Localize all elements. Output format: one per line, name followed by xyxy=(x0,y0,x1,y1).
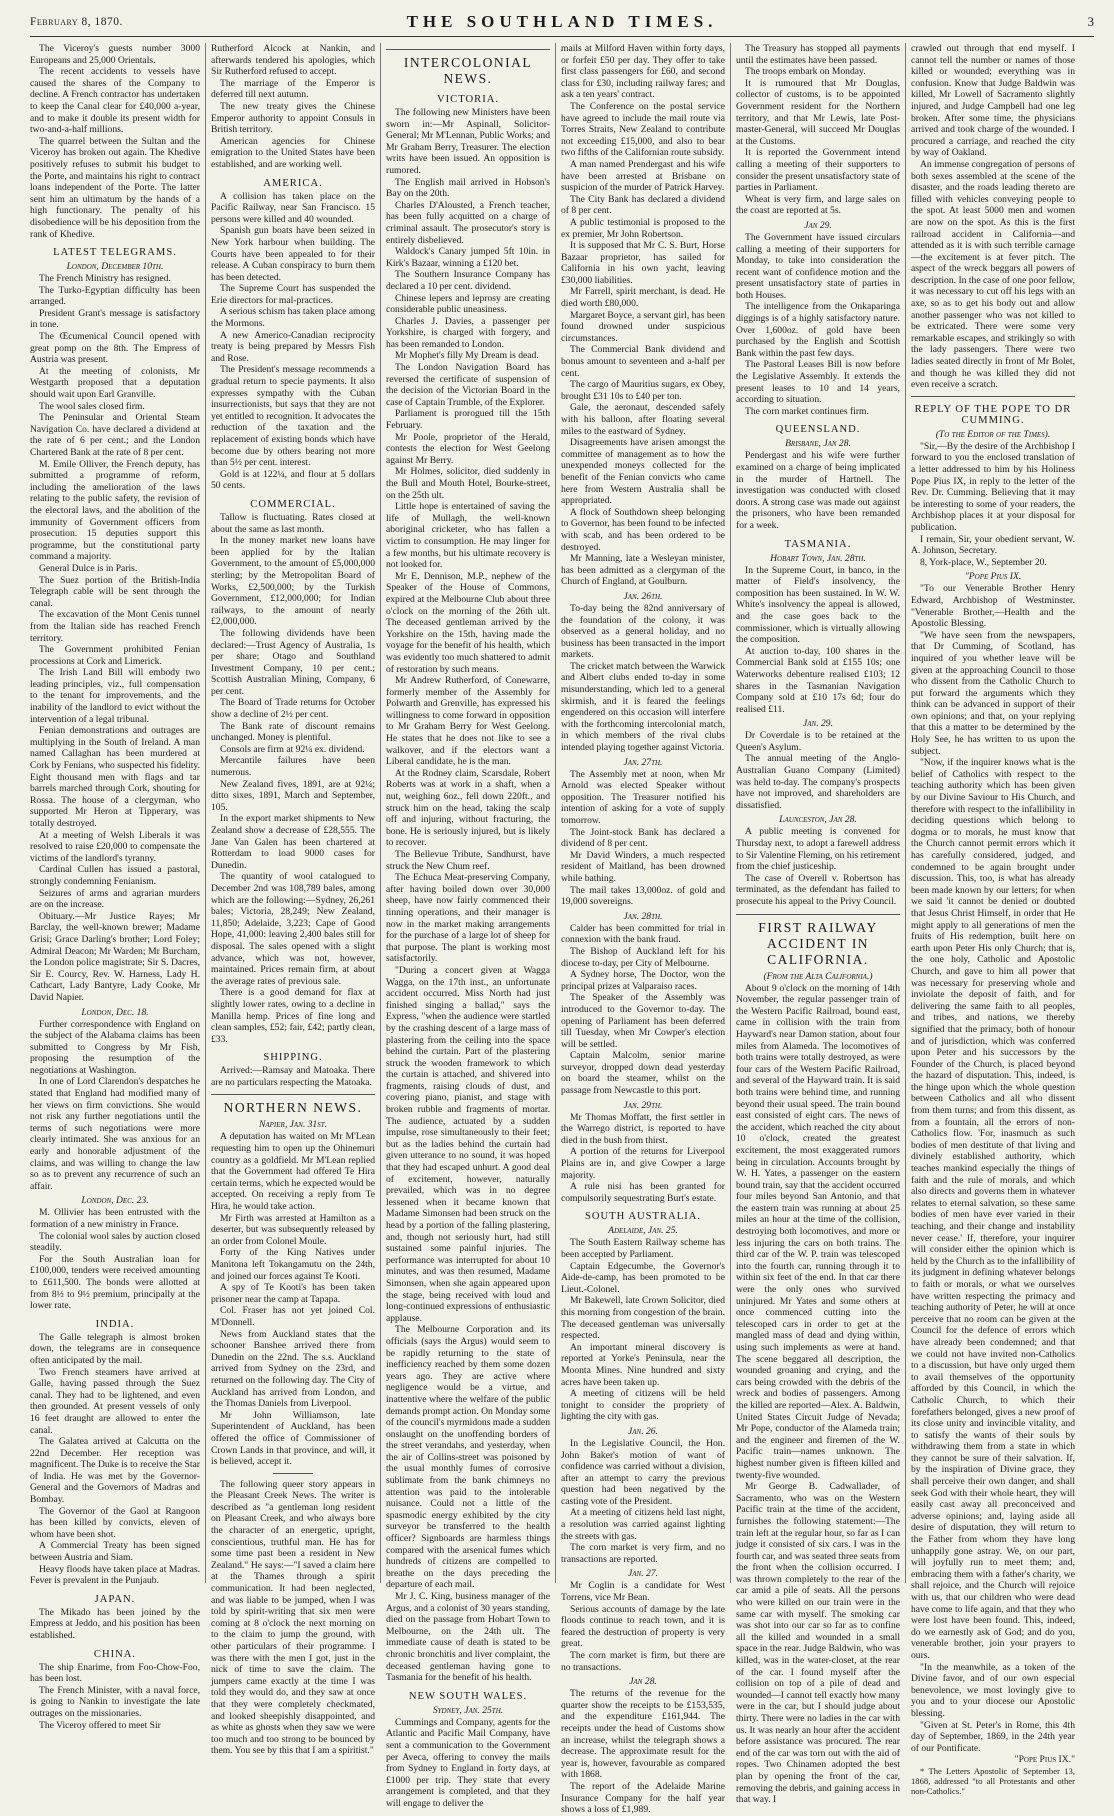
article-paragraph: There is a good demand for flax at slightly lower rates, owing to a decline in Manilla hemp. Prices of fine long and clean samples, £52; fair, £42; partly clean, £33. xyxy=(211,987,375,1045)
masthead xyxy=(30,8,1094,37)
article-paragraph: "Given at St. Peter's in Rome, this 4th day of September, 1869, in the 24th year of our Pontificate. xyxy=(911,1719,1075,1754)
article-paragraph: In the Supreme Court, in banco, in the matter of Field's insolvency, the composition has been sustained. In W. W. White's insolvency the appeal is allowed, and the case goes back to the commissioner, which is virtually allowing the composition. xyxy=(736,564,900,646)
article-paragraph: The ship Enarime, from Foo-Chow-Foo, has been lost. xyxy=(30,1661,200,1685)
article-paragraph: "Now, if the inquirer knows what is the belief of Catholics with respect to the teaching authority which has been given by our Divine Saviour to His Church, and therefore with respect to the infallibility in deciding questions which belong to dogma or to morals, he must know that the Church cannot permit errors which it has carefully considered, judged, and condemned to be again brought under discussion. This, too, is what has already been made known by our letters; for when we said 'it cannot be denied or doubted that Jesus Christ Himself, in order that He might apply to all generations of men the fruits of His redemption, built here on earth upon Peter His only Church; that is, the one holy, Catholic and Apostolic Church, and gave to him all power that was necessary for preserving whole and inviolate the deposit of faith, and for delivering the same faith to all peoples, and tribes, and nations, we thereby signified that the primacy, both of honour and of jurisdiction, which was conferred upon Peter and his successors by the Founder of the Church, is placed beyond the hazard of disputation. This, indeed, is the hinge upon which the whole question between Catholics and all who dissent from them turns; and from this dissent, as from a fountain, all the errors of non-Catholics flow. 'For, inasmuch as such bodies of men destitute of that living and divinely established authority, which teaches mankind especially the things of faith and the rule of morals, and which also directs and governs them in whatever relates to eternal salvation, so these same bodies of men have ever varied in their teaching, and their change and instability never cease.' If, therefore, your inquirer will consider either the opinion which is held by the Church as to the infallibility of its judgment in defining whatever belongs to faith or morals, or what we ourselves have written respecting the primacy and teaching authority of Peter, he will at once perceive that no room can be given at the Council for the defence of errors which have already been condemned; and that we could not have invited non-Catholics to a discussion, but have only urged them to avail themselves of the opportunity afforded by this Council, in which the Catholic Church, to which their forefathers belonged, gives a new proof of its close unity and invincible vitality, and to satisfy the wants of their souls by withdrawing them from a state in which they cannot be sure of their salvation. If, by the inspiration of Divine grace, they shall perceive their own danger, and shall seek God with their whole heart, they will easily cast away all preconceived and adverse opinions; and, laying aside all desire of disputation, they will return to the Father from whom they have long unhappily gone astray. We, on our part, will joyfully run to meet them; and, embracing them with a father's charity, we shall rejoice, and the Church will rejoice with us, that our children who were dead have come to life again, and that they who were lost have been found. This, indeed, do we earnestly ask of God; and do you, venerable brother, join your prayers to ours. xyxy=(911,757,1075,1661)
article-heading: QUEENSLAND. xyxy=(775,424,861,436)
article-paragraph: The Assembly met at noon, when Mr Arnold was elected Speaker without opposition. The Treasurer notified his intention of asking for a vote of supply tomorrow. xyxy=(561,768,725,826)
article-paragraph: The Galatea arrived at Calcutta on the 22nd December. Her reception was magnificent. The Duke is to receive the Star of India. He was met by the Governor-General and the Governors of Madras and Bombay. xyxy=(30,1436,200,1506)
column-6 xyxy=(905,43,1080,1796)
article-paragraph: The Melbourne Corporation and its officials (says the Argus) would seem to be rapidly returning to the state of inefficiency reached by them some dozen years ago. They are active where negligence would be a virtue, and inattentive where the welfare of the public demands prompt action. On Monday some of the council's myrmidons made a sudden onslaught on the unoffending borders of the street verandahs, and yesterday, when the air of Collins-street was poisoned by the usual monthly fumes of corrosive sublimate from the bank chimneys no attention was paid to the intolerable nuisance. Could not a little of the spasmodic energy exhibited by the city surveyor be transferred to the health officer? Signboards are harmless things compared with the arsenical fumes which hundreds of citizens are compelled to breathe on the days preceding the departure of each mail. xyxy=(386,1324,550,1591)
article-paragraph: Mr Mophet's filly My Dream is dead. xyxy=(395,350,539,362)
article-paragraph: The French Minister, with a naval force, is going to Nankin to investigate the late outrages on the missionaries. xyxy=(30,1684,200,1719)
article-paragraph: Mr Bakewell, late Crown Solicitor, died this morning from congestion of the brain. The deceased gentleman was universally respected. xyxy=(561,1295,725,1342)
article-paragraph: The report of the Adelaide Marine Insurance Company for the half year shows a loss of £1,989. xyxy=(561,1780,725,1816)
article-paragraph: "Pope Pius IX." xyxy=(1014,1754,1075,1766)
article-paragraph: The Southern Insurance Company has declared a 10 per cent. dividend. xyxy=(386,269,550,292)
dateline: Jan. 29. xyxy=(803,718,833,730)
article-paragraph: Mr Poole, proprietor of the Herald, contests the election for West Geelong against Mr Berry. xyxy=(386,431,550,466)
article-paragraph: A meeting of citizens will be held tonight to consider the propriety of lighting the city with gas. xyxy=(561,1388,725,1423)
article-paragraph: About 9 o'clock on the morning of 14th November, the regular passenger train of the Western Pacific Railroad, bound east, came in collision with the train from Hayward's near Damon station, about four miles from Alameda. The locomotives of both trains were totally destroyed, as were four cars of the Western Pacific Railroad, and several of the Hayward train. It is said both trains were behind time, and running beyond their usual speed. The train bound east consisted of eight cars. The news of the accident, which reached the city about 10 o'clock, created the greatest excitement, the most exaggerated rumors being in circulation. Accounts brought by W. H. Yates, a passenger on the eastern bound train, say that the accident occurred four miles beyond San Antonio, and that the eastern train was running at about 25 miles an hour at the time of the collision, destroying both locomotives, and more or less injuring the cars on both trains. The third car of the W. P. train was telescoped into the fourth car, running through it to within six feet of the end. In that car there were the only ones who survived uninjured. Mr Yates and some others at once commenced cutting into the telescoped cars in order to get at the mangled mass of dead and dying within, using such implements as were at hand. The scene beggared all description, the wounded groaning and crying, and the cars being crowded with the debris of the wreck and bodies of passengers. Among the killed are reported—Alex. A. Baldwin, United States Circuit Judge of Nevada; Mr Pope, conductor of the Alameda train; and the engineer and firemen of the W. Pacific train—names unknown. The highest number given is fifteen killed and twenty-five wounded. xyxy=(736,982,900,1481)
article-paragraph: The following queer story appears in the Pleasant Creek News. The writer is described as "a gentleman long resident on Pleasant Creek, and who always bore the character of an energetic, upright, conscientious, truthful man. He has for some time past been a resident in New Zealand." He says:—"I saved a claim here at the Thames through a spirit communication. It had been neglected, and was liable to be jumped, when I was told by spirit-writing that six men were coming at 8 o'clock the next morning on to the claim to jump the ground, with other particulars of their programme. I was there with the men I got, just in the nick of time to save the claim. The jumpers came exactly at the time I was told they would do, and they saw at once that they were completely checkmated, and looked sheepishly disappointed, and as white as ghosts when they saw we were too much and too strong to be bounced by them. You see by this that I am a spiritist." xyxy=(211,1478,375,1757)
article-paragraph: The City Bank has declared a dividend of 8 per cent. xyxy=(561,193,725,217)
article-heading: NEW SOUTH WALES. xyxy=(408,1690,528,1702)
column-5 xyxy=(730,43,905,1806)
article-paragraph: An immense congregation of persons of both sexes assembled at the scene of the disaster, and the roads leading thereto are filled with vehicles conveying people to the spot. At least 5000 men and women are now on the spot. As this is the first railroad accident in California—and attended as it is with such terrible carnage—the excitement is at fever pitch. The aspect of the wreck beggars all powers of description. In the case of one poor fellow, it was necessary to cut off his legs with an axe, so as to get his body out and allow another passenger who was not killed to be extricated. There were some very remarkable escapes, and strikingly so with the lady passengers. There were two ladies seated directly in front of Mr Bolet, and though he was killed they did not even receive a scratch. xyxy=(911,158,1075,391)
article-paragraph: Gold is at 122¼, and flour at 5 dollars 50 cents. xyxy=(211,468,375,492)
article-heading: INDIA. xyxy=(95,1318,135,1330)
article-paragraph: I remain, Sir, your obedient servant, W. A. Johnson, Secretary. xyxy=(911,533,1075,557)
article-paragraph: Rutherford Alcock at Nankin, and afterwards tendered his apologies, which Sir Rutherford refused to accept. xyxy=(211,43,375,78)
article-paragraph: Obituary.—Mr Justice Rayes; Mr Barclay, the well-known brewer; Madame Grisi; Grace Darling's brother; Lord Foley; Admiral Deacon; Mr Warden; Mr Burcham, the London police magistrate; Sir S. Dacres, Sir E. Courcy, Rev. W. Harness, Lady H. Cathcart, Lady Bantyre, Lady Cooke, Mr David Napier. xyxy=(30,910,200,1003)
article-paragraph: A public testimonial is proposed to the ex premier, Mr John Robertson. xyxy=(561,216,725,240)
article-paragraph: A public meeting is convened for Thursday next, to adopt a farewell address to Sir Valentine Fleming, on his retirement from the chief justiceship. xyxy=(736,826,900,873)
article-paragraph: The Speaker of the Assembly was introduced to the Governor to-day. The opening of Parliament has been deferred till Tuesday, when Mr Cowper's election will be settled. xyxy=(561,992,725,1050)
dateline: Jan. 28th. xyxy=(623,910,663,922)
newspaper-title: THE SOUTHLAND TIMES. xyxy=(406,12,718,31)
article-paragraph: The Suez portion of the British-India Telegraph cable will be sent through the canal. xyxy=(30,574,200,609)
article-paragraph: The Commercial Bank dividend and bonus amount to seventeen and a-half per cent. xyxy=(561,344,725,379)
article-paragraph: Serious accounts of damage by the late floods continue to reach town, and it is feared the destruction of property is very great. xyxy=(561,1603,725,1650)
dateline: Jan. 29th. xyxy=(623,1099,663,1111)
article-paragraph: The colonial wool sales by auction closed steadily. xyxy=(30,1230,200,1254)
article-paragraph: The Viceroy offered to meet Sir xyxy=(39,1719,161,1731)
article-paragraph: The intelligence from the Onkaparinga diggings is of a highly satisfactory nature. Over 1,600oz. of gold have been purchased by the English and Scottish Bank within the past few days. xyxy=(736,301,900,359)
article-paragraph: An important mineral discovery is reported at Yorke's Peninsula, near the Moonta Mines. Nine hundred and sixty acres have been taken up. xyxy=(561,1341,725,1388)
dateline: "Pope Pius IX. xyxy=(964,571,1022,583)
article-paragraph: News from Auckland states that the schooner Banshee arrived there from Dunedin on the 22nd. The s.s. Auckland arrived from Sydney on the 23rd, and returned on the following day. The City of Auckland has arrived from London, and the Thomas Daniels from Liverpool. xyxy=(211,1328,375,1410)
article-paragraph: Pendergast and his wife were further examined on a charge of being implicated in the murder of Hartnell. The investigation was conducted with closed doors. A strong case was made out against the prisoners, who have been remanded for a week. xyxy=(736,450,900,531)
article-paragraph: In the money market new loans have been applied for by the Italian Government, to the amount of £5,000,000 sterling; by the Metropolitan Board of Works, £2,500,000; by the Turkish Government, £12,000,000; for Indian railways, to the amount of nearly £2,000,000. xyxy=(211,535,375,628)
article-paragraph: The London Navigation Board has reversed the certificate of suspension of the decision of the Victorian Board in the case of Captain Trumble, of the Explorer. xyxy=(386,362,550,408)
article-paragraph: Arrived:—Ramsay and Matoaka. There are no particulars respecting the Matoaka. xyxy=(211,1065,375,1088)
article-paragraph: Charles D'Alousted, a French teacher, has been fully acquitted on a charge of criminal assault. The prosecutor's story is entirely disbelieved. xyxy=(386,199,550,246)
article-paragraph: A collision has taken place on the Pacific Railway, near San Francisco. 15 persons were killed and 40 wounded. xyxy=(211,190,375,225)
article-paragraph: Gale, the aeronaut, descended safely with his balloon, after floating several miles to the eastward of Sydney. xyxy=(561,402,725,437)
dateline: Jan. 27. xyxy=(628,1568,658,1580)
article-paragraph: Cardinal Cullen has issued a pastoral, strongly condemning Fenianism. xyxy=(30,864,200,887)
column-3 xyxy=(380,43,555,1809)
article-paragraph: The cargo of Mauritius sugars, ex Obey, brought £31 10s to £40 per ton. xyxy=(561,379,725,402)
article-columns xyxy=(30,43,1094,1816)
article-paragraph: The mail takes 13,000oz. of gold and 19,000 sovereigns. xyxy=(561,884,725,908)
article-paragraph: Little hope is entertained of saving the life of Mullagh, the well-known aboriginal cricketer, who has fallen a victim to consumption. He may linger for a few months, but his ultimate recovery is not looked for. xyxy=(386,501,550,571)
dateline: (To the Editor of the Times). xyxy=(935,428,1051,440)
article-paragraph: The Supreme Court has suspended the Erie directors for mal-practices. xyxy=(211,283,375,306)
column-2 xyxy=(205,43,380,1757)
article-paragraph: The troops embark on Monday. xyxy=(745,66,866,78)
article-paragraph: The English mail arrived in Hobson's Bay on the 20th. xyxy=(386,176,550,200)
article-paragraph: Mr Coglin is a candidate for West Torrens, vice Mr Bean. xyxy=(561,1580,725,1604)
article-paragraph: The following new Ministers have been sworn in:—Mr Aspinall, Solicitor-General; Mr M'Lennan, Public Works; and Mr Graham Berry, Treasurer. The election writs have been issued. An opposition is rumored. xyxy=(386,107,550,176)
dateline: Napier, Jan. 31st. xyxy=(258,1119,327,1131)
dateline: Launceston, Jan 28. xyxy=(779,814,857,826)
dateline: London, Dec. 18. xyxy=(81,1006,149,1018)
article-paragraph: The Bank rate of discount remains unchanged. Money is plentiful. xyxy=(211,720,375,744)
article-paragraph: Waldock's Canary jumped 5ft 10in. in Kirk's Bazaar, winning a £120 bet. xyxy=(386,246,550,269)
section-divider xyxy=(273,1473,313,1474)
article-paragraph: General Dulce is in Paris. xyxy=(39,562,138,574)
article-paragraph: "In the meanwhile, as a token of the Divine favor, and of our own especial benevolence, we most lovingly give to you and to your diocese our Apostolic blessing. xyxy=(911,1661,1075,1719)
section-divider xyxy=(911,396,1075,397)
dateline: Jan. 26. xyxy=(628,1425,658,1437)
article-paragraph: The Bellevue Tribute, Sandhurst, have struck the New Chum reef. xyxy=(386,849,550,872)
article-paragraph: The Mikado has been joined by the Empress at Jeddo, and his position has been established. xyxy=(30,1606,200,1641)
article-paragraph: Seizures of arms and agrarian murders are on the increase. xyxy=(30,887,200,911)
article-paragraph: The cricket match between the Warwick and Albert clubs ended to-day in some misunderstanding, which led to a general skirmish, and it is feared the feelings engendered on this occasion will interfere with the forthcoming intercolonial match, in which members of the rival clubs intended playing together against Victoria. xyxy=(561,660,725,754)
article-paragraph: The Peninsular and Oriental Steam Navigation Co. have declared a dividend at the rate of 6 per cent.; and the London Chartered Bank at the rate of 8 per cent. xyxy=(30,412,200,458)
article-paragraph: It is rumoured that Mr Douglas, collector of customs, is to be appointed Government resident for the Northern territory, and that Mr Lewis, late Post-master-General, will succeed Mr Douglas at the Customs. xyxy=(736,77,900,147)
article-paragraph: The Turko-Egyptian difficulty has been arranged. xyxy=(30,284,200,308)
article-paragraph: The Governor of the Gaol at Rangoon has been killed by convicts, eleven of whom have been shot. xyxy=(30,1505,200,1540)
article-paragraph: crawled out through that end myself. I cannot tell the number or names of those killed or wounded; everything was in confusion. Know that Judge Baldwin was killed, Mr Lowell of Sacramento slightly injured, and Judge Campbell had one leg broken. After some time, the physicians arrived and took charge of the wounded. I procured a carriage, and reached the city by way of Oakland. xyxy=(911,43,1075,159)
article-paragraph: Mr Farrell, spirit merchant, is dead. He died worth £80,000. xyxy=(561,286,725,310)
article-paragraph: Two French steamers have arrived at Galle, having passed through the Suez canal. They had to be lightened, and even then grounded. At present vessels of only 16 feet draught are allowed to enter the canal. xyxy=(30,1366,200,1436)
article-heading: SHIPPING. xyxy=(263,1052,323,1064)
dateline: Jan 28. xyxy=(629,1676,657,1688)
article-paragraph: New Zealand fives, 1891, are at 92¼; ditto sixes, 1891, March and September, 105. xyxy=(211,778,375,813)
article-paragraph: "We have seen from the newspapers, that Dr Cumming, of Scotland, has inquired of you whether leave will be given at the approaching Council to those who dissent from the Catholic Church to put forward the arguments which they think can be advanced in support of their own opinions; and that, on your replying that this a matter to be determined by the Holy See, he has written to us upon the subject. xyxy=(911,629,1075,757)
article-paragraph: Mr E. Dennison, M.P., nephew of the Speaker of the House of Commons, expired at the Melbourne Club about three o'clock on the morning of the 26th ult. The deceased gentleman arrived by the Yorkshire on the 15th, having made the voyage for the benefit of his health, which was evidently too much shattered to admit of restoration by such means. xyxy=(386,570,550,675)
article-paragraph: Disagreements have arisen amongst the committee of management as to how the unexpended moneys collected for the benefit of the Fenian convicts who came here from Western Australia shall be appropriated. xyxy=(561,437,725,507)
dateline: Jan. 26th. xyxy=(623,590,663,602)
article-paragraph: 8, York-place, W., September 20. xyxy=(920,556,1047,568)
article-paragraph: Calder has been committed for trial in connexion with the bank fraud. xyxy=(561,922,725,946)
article-heading: REPLY OF THE POPE TO DR CUMMING. xyxy=(914,403,1072,426)
article-paragraph: The following dividends have been declared:—Trust Agency of Australia, 1s per share; Otago and Southland Investment Company, 10 per cent.; Scottish Australian Mining, Company, 6 per cent. xyxy=(211,627,375,697)
section-heading: NORTHERN NEWS. xyxy=(211,1094,375,1116)
article-paragraph: Heavy floods have taken place at Madras. Fever is prevalent in the Punjaub. xyxy=(30,1563,200,1587)
article-paragraph: Captain Edgecumbe, the Governor's Aide-de-camp, has been promoted to be Lieut.-Colonel. xyxy=(561,1260,725,1295)
article-paragraph: Consols are firm at 92¼ ex. dividend. xyxy=(220,743,365,755)
article-paragraph: At auction to-day, 100 shares in the Commercial Bank sold at £155 10s; one Waterworks debenture realised £103; 12 shares in the Tasmanian Navigation Company sold at £10 17s 6d; four do realised £11. xyxy=(736,645,900,715)
article-paragraph: Spanish gun boats have been seized in New York harbour when building. The Courts have been appealed to for their release. A Cuban conspiracy to burn them has been detected. xyxy=(211,225,375,283)
article-paragraph: Mr John Williamson, late Superintendent of Auckland, has been offered the office of Commissioner of Crown Lands in that province, and will, it is believed, accept it. xyxy=(211,1409,375,1468)
article-paragraph: The Galle telegraph is almost broken down, the telegrams are in consequence often anticipated by the mail. xyxy=(30,1331,200,1366)
dateline: Jan. 27th. xyxy=(623,756,663,768)
article-paragraph: The corn market continues firm. xyxy=(745,405,869,417)
article-paragraph: A new Americo-Canadian reciprocity treaty is being prepared by Messrs Fish and Rose. xyxy=(211,329,375,364)
article-paragraph: A rule nisi has been granted for compulsorily sequestrating Burt's estate. xyxy=(561,1181,725,1204)
article-paragraph: A spy of Te Kooti's has been taken prisoner near the camp at Tapapa. xyxy=(211,1282,375,1305)
article-heading: SOUTH AUSTRALIA. xyxy=(584,1211,702,1223)
column-4 xyxy=(555,43,730,1816)
article-paragraph: The corn market is firm, but there are no transactions. xyxy=(561,1650,725,1673)
article-heading: AMERICA. xyxy=(263,177,323,189)
article-paragraph: The Government have issued circulars calling a meeting of their supporters for Monday, to take into consideration the recent want of confidence motion and the present unsatisfactory state of parties in both Houses. xyxy=(736,231,900,301)
column-1 xyxy=(30,43,205,1731)
article-paragraph: The quarrel between the Sultan and the Viceroy has broken out again. The Khedive positively refuses to submit his budget to the Porte, and maintains his right to contract loans independent of the Porte. The latter sent him an ultimatum by the hands of a high functionary. The penalty of his disobedience will be his deposition from the rank of Khedive. xyxy=(30,135,200,240)
article-paragraph: The annual meeting of the Anglo-Australian Guano Company (Limited) was held to-day. The company's prospects have not improved, and shareholders are dissatisfied. xyxy=(736,753,900,811)
article-paragraph: Mr David Winders, a much respected resident of Maitland, has been drowned while bathing. xyxy=(561,849,725,884)
article-paragraph: In the export market shipments to New Zealand show a decrease of £28,555. The Jane Van Galen has been chartered at Rotterdam to load 9000 cases for Dunedin. xyxy=(211,813,375,871)
article-paragraph: The Joint-stock Bank has declared a dividend of 8 per cent. xyxy=(561,826,725,850)
section-heading: FIRST RAILWAY ACCIDENT IN CALIFORNIA. xyxy=(736,914,900,968)
article-paragraph: Mr J. C. King, business manager of the Argus, and a colonist of 30 years standing, died on the passage from Hobart Town to Melbourne, on the 24th ult. The immediate cause of death is stated to be chronic bronchitis and liver complaint, the deceased gentleman having gone to Tasmania for the benefit of his health. xyxy=(386,1591,550,1684)
article-paragraph: Col. Fraser has not yet joined Col. M'Donnell. xyxy=(211,1305,375,1328)
article-paragraph: Tallow is fluctuating. Rates closed at about the same as last month. xyxy=(211,511,375,535)
article-paragraph: President Grant's message is satisfactory in tone. xyxy=(30,307,200,331)
article-paragraph: At a meeting of Welsh Liberals it was resolved to raise £20,000 to compensate the victims of the landlord's tyranny. xyxy=(30,829,200,864)
article-paragraph: The Government prohibited Fenian processions at Cork and Limerick. xyxy=(30,644,200,667)
article-paragraph: The excavation of the Mont Cenis tunnel from the Italian side has reached French territory. xyxy=(30,609,200,644)
article-paragraph: Forty of the King Natives under Manitona left Tokangamutu on the 24th, and joined our forces against Te Kooti. xyxy=(211,1247,375,1282)
article-paragraph: A man named Prendergast and his wife have been arrested at Brisbane on suspicion of the murder of Patrick Harvey. xyxy=(561,158,725,194)
article-paragraph: Mr Firth was arrested at Hamilton as a deserter, but was subsequently released by an order from Colonel Moule. xyxy=(211,1212,375,1247)
article-paragraph: A Sydney horse, The Doctor, won the principal prizes at Valparaiso races. xyxy=(561,969,725,992)
article-paragraph: Mr Andrew Rutherford, of Conewarre, formerly member of the Assembly for Polwarth and Grenville, has expressed his willingness to come forward in opposition to Mr Graham Berry for West Geelong. He states that he does not like to see a walkover, and if the electors want a Liberal candidate, he is the man. xyxy=(386,675,550,768)
article-paragraph: The Bishop of Auckland left for his diocese to-day, per City of Melbourne. xyxy=(561,945,725,969)
article-paragraph: The President's message recommends a gradual return to specie payments. It also expresses sympathy with the Cuban insurrectionists, but says that they are not yet entitled to recognition. It advocates the reduction of the taxation and the replacement of existing bonds which have become due by others bearing not more than 5½ per cent. interest. xyxy=(211,364,375,469)
article-heading: COMMERCIAL. xyxy=(250,498,336,510)
article-paragraph: Margaret Boyce, a servant girl, has been found drowned under suspicious circumstances. xyxy=(561,309,725,344)
article-paragraph: The Viceroy's guests number 3000 Europeans and 25,000 Orientals. xyxy=(30,43,200,66)
article-paragraph: The case of Overell v. Robertson has terminated, as the defendant has failed to prosecute his appeal to the Privy Council. xyxy=(736,872,900,907)
article-paragraph: mails at Milford Haven within forty days, or forfeit £50 per day. They offer to take first class passengers for £60, and second class for £30, including railway fares; and ask a ten years' contract. xyxy=(561,43,725,101)
article-paragraph: A flock of Southdown sheep belonging to Governor, has been found to be infected with scab, and has been ordered to be destroyed. xyxy=(561,506,725,553)
article-paragraph: "Sir,—By the desire of the Archbishop I forward to you the enclosed translation of a letter addressed to him by his Holiness Pope Pius IX, in reply to the letter of the Rev. Dr. Cumming. Believing that it may be interesting to some of your readers, the Archbishop places it at your disposal for publication. xyxy=(911,440,1075,533)
article-paragraph: The Conference on the postal service have agreed to include the mail route via Torres Straits, New Zealand to contribute not exceeding £15,000, and also to bear two fifths of the Californian route subsidy. xyxy=(561,100,725,159)
article-paragraph: At the meeting of colonists, Mr Westgarth proposed that a deputation should wait upon Earl Granville. xyxy=(30,365,200,401)
article-paragraph: The Pastoral Leases Bill is now before the Legislative Assembly. It extends the present leases to 10 and 14 years, according to situation. xyxy=(736,359,900,406)
section-heading: INTERCOLONIAL NEWS. xyxy=(386,49,550,87)
article-paragraph: M. Ollivier has been entrusted with the formation of a new ministry in France. xyxy=(30,1207,200,1230)
article-paragraph: To-day being the 82nd anniversary of the foundation of the colony, it was observed as a general holiday, and no business has been transacted in the import markets. xyxy=(561,602,725,661)
article-paragraph: The Board of Trade returns for October show a decline of 2½ per cent. xyxy=(211,697,375,721)
article-paragraph: The new treaty gives the Chinese Emperor authority to appoint Consuls in British territory. xyxy=(211,100,375,136)
article-paragraph: The quantity of wool catalogued to December 2nd was 108,789 bales, among which are the following:—Sydney, 26,261 bales; Victoria, 28,249; New Zealand, 11,850; Adelaide, 3,223; Cape of Good Hope, 41,000: leaving 2,400 bales still for disposal. The sales opened with a slight advance, which was not, however, maintained. Prices remain firm, at about the average rates of previous sale. xyxy=(211,871,375,987)
dateline: Jan 29. xyxy=(804,219,832,231)
article-paragraph: American agencies for Chinese emigration to the United States have been established, and are working well. xyxy=(211,135,375,170)
article-paragraph: Wheat is very firm, and large sales on the coast are reported at 5s. xyxy=(736,193,900,217)
article-paragraph: In one of Lord Clarendon's despatches he stated that England had modified many of her views on firm convictions. She would not risk any further negotiations until the terms of such negotiations were more clearly intimated. She was anxious for an early and honorable adjustment of the claims, and was willing to change the law so as to prevent any recurrence of such an affair. xyxy=(30,1076,200,1192)
article-paragraph: Mr Holmes, solicitor, died suddenly in the Bull and Mouth Hotel, Bourke-street, on the 25th ult. xyxy=(386,466,550,501)
article-paragraph: Chinese lepers and leprosy are creating considerable public uneasiness. xyxy=(386,292,550,316)
article-paragraph: The Echuca Meat-preserving Company, after having boiled down over 30,000 sheep, have now fairly commenced their tinning operations, and their manager is now in the market making arrangements for the purchase of a large lot of sheep for that purpose. The plant is working most satisfactorily. xyxy=(386,872,550,965)
article-paragraph: A serious schism has taken place among the Mormons. xyxy=(211,306,375,330)
article-heading: TASMANIA. xyxy=(784,538,852,550)
article-paragraph: The corn market is very firm, and no transactions are reported. xyxy=(561,1542,725,1565)
dateline: London, December 10th. xyxy=(66,261,164,273)
dateline: Brisbane, Jan 28. xyxy=(785,438,851,450)
article-paragraph: Mr George B. Cadwallader, of Sacramento, who was on the Western Pacific train at the time of the accident, furnishes the following statement:—The train left at the regular hour, so far as I can judge it consisted of six cars. I was in the fourth car, and was seated three seats from the front when the collision occurred. I was thrown completely to the rear of the car amid a pile of seats. All the persons who were killed on our train were in the same car with myself. The smoking car was shot into our car so far as to confine all the killed and wounded in a small space in the rear. Judge Baldwin, who was killed, was in the water-closet, at the rear of the car. I found myself after the collision on top of a pile of dead and wounded—I cannot tell exactly how many were in the car, but I should judge about thirty. There were no ladies in the car with us. It was nearly an hour after the accident before assistance was procured. The rear end of the car was torn out with the aid of ropes. Two Chinamen adopted the best plan by opening the front of the car, removing the debris, and gaining access in that way. I xyxy=(736,1481,900,1806)
article-paragraph: Captain Malcolm, senior marine surveyor, dropped down dead yesterday on board the steamer, whilst on the passage from Newcastle to this port. xyxy=(561,1050,725,1097)
article-paragraph: The wool sales closed firm. xyxy=(39,400,145,412)
article-paragraph: The French Ministry has resigned. xyxy=(39,273,171,285)
article-paragraph: The Treasury has stopped all payments until the estimates have been passed. xyxy=(736,43,900,66)
article-paragraph: The Irish Land Bill will embody two leading principles, viz., full compensation to the tenant for improvements, and the inability of the landlord to evict without the intervention of a legal tribunal. xyxy=(30,667,200,725)
article-paragraph: It is supposed that Mr C. S. Burt, Horse Bazaar proprietor, has sailed for California in his own yacht, leaving £30,000 liabilities. xyxy=(561,240,725,286)
article-paragraph: At the Rodney claim, Scarsdale, Robert Roberts was at work in a shaft, when a nut, weighing 6oz., fell down 220ft., and struck him on the head, taking the scalp off and injuring, without fracturing, the bone. He is seriously injured, but is likely to recover. xyxy=(386,767,550,849)
article-paragraph: The Œcumenical Council opened with great pomp on the 8th. The Empress of Austria was present. xyxy=(30,331,200,366)
dateline: Sydney, Jan. 25th. xyxy=(432,1704,504,1716)
article-paragraph: It is reported the Government intend calling a meeting of their supporters to consider the present unsatisfactory state of parties in Parliament. xyxy=(736,147,900,194)
article-paragraph: A deputation has waited on Mr M'Lean requesting him to open up the Ohinemuri country as a goldfield. Mr M'Lean replied that the Government had offered Te Hira certain terms, which he expected would be accepted. On receiving a reply from Te Hira, he would take action. xyxy=(211,1131,375,1213)
article-paragraph: Charles J. Davies, a passenger per Yorkshire, is charged with forgery, and has been remanded to London. xyxy=(386,315,550,350)
article-paragraph: Fenian demonstrations and outrages are multiplying in the South of Ireland. A man named Callaghan has been murdered at Cork by Fenians, who suspected his fidelity. Eight thousand men with flags and tar barrels marched through Cork, shouting for Rossa. The house of a clergyman, who supported Mr Heron at Tipperary, was totally destroyed. xyxy=(30,725,200,829)
article-paragraph: A portion of the returns for Liverpool Plains are in, and give Cowper a large majority. xyxy=(561,1146,725,1181)
article-heading: JAPAN. xyxy=(94,1593,136,1605)
article-paragraph: The recent accidents to vessels have caused the shares of the Company to decline. A French contractor has undertaken to keep the Canal clear for £40,000 a-year, and to make it double its present width for two-and-a-half millions. xyxy=(30,66,200,136)
article-heading: LATEST TELEGRAMS. xyxy=(53,247,177,259)
article-paragraph: "To our Venerable Brother Henry Edward, Archbishop of Westminster. "Venerable Brother,—Health and the Apostolic Blessing. xyxy=(911,583,1075,630)
article-paragraph: Cummings and Company, agents for the Atlantic and Pacific Mail Company, have sent a communication to the Government per Aveca, offering to convey the mails from Sydney to England in forty days, at £1000 per trip. They state that every arrangement is completed, and that they will engage to deliver the xyxy=(386,1716,550,1809)
article-paragraph: Mercantile failures have been numerous. xyxy=(211,755,375,779)
article-heading: CHINA. xyxy=(93,1648,137,1660)
article-paragraph: * The Letters Apostolic of September 13, 1868, addressed "to all Protestants and other non-Catholics." xyxy=(911,1765,1075,1796)
issue-date: February 8, 1870. xyxy=(30,16,123,28)
article-heading: VICTORIA. xyxy=(436,94,500,105)
article-paragraph: "During a concert given at Wagga Wagga, on the 17th inst., an unfortunate accident occurred. Miss North had just finished singing a ballad," says the Express, "when the audience were startled by the crashing descent of a large mass of plastering from the ceiling into the space behind the curtain. Part of the plastering struck the wooden framework to which the curtain is attached, and shivered into fragments, raising clouds of dust, and covering piano, pianist, and stage with broken rubble and fragments of mortar. The audience, actuated by a sudden impulse, rose simultaneously to their feet; but as the ladies behind the curtain had given utterance to no sound, it was hoped that they had escaped unhurt. A good deal of excitement, however, naturally prevailed, which was in no degree lessened when it became known that Madame Simonsen had been struck on the head by a portion of the falling plastering, and, though not seriously hurt, had still sustained some painful injuries. The performance was interrupted for about 10 minutes, and was then resumed, Madame Simonsen, when she again appeared upon the stage, being received with loud and long-continued expressions of enthusiastic applause. xyxy=(386,964,550,1324)
dateline: (From the Alta California.) xyxy=(763,970,873,982)
dateline: London, Dec. 23. xyxy=(81,1195,149,1207)
article-paragraph: Mr Manning, late a Wesleyan minister, has been admitted as a clergyman of the Church of England, at Goulburn. xyxy=(561,553,725,588)
article-paragraph: A Commercial Treaty has been signed between Austria and Siam. xyxy=(30,1540,200,1564)
article-paragraph: The South Eastern Railway scheme has been accepted by Parliament. xyxy=(561,1237,725,1260)
article-paragraph: Parliament is prorogued till the 15th February. xyxy=(386,408,550,432)
article-paragraph: The marriage of the Emperor is deferred till next autumn. xyxy=(211,77,375,101)
article-paragraph: Further correspondence with England on the subject of the Alabama claims has been submitted to Congress by Mr Fish, proposing the resumption of the negotiations at Washington. xyxy=(30,1018,200,1076)
article-paragraph: Dr Coverdale is to be retained at the Queen's Asylum. xyxy=(736,730,900,753)
article-paragraph: M. Emile Olliver, the French deputy, has submitted a programme of reform, including the amelioration of the laws relating to the public safety, the revision of the electoral laws, and the abolition of the immunity of Government officers from prosecution. 15 deputies support this programme, but the constitutional party command a majority. xyxy=(30,458,200,563)
article-paragraph: The returns of the revenue for the quarter show the receipts to be £153,535, and the expenditure £161,944. The receipts under the head of Customs show an increase, whilst the telegraph shows a decrease. The approximate result for the year is, however, favourable as compared with 1868. xyxy=(561,1688,725,1781)
article-paragraph: At a meeting of citizens held last night, a resolution was carried against lighting the streets with gas. xyxy=(561,1507,725,1542)
article-paragraph: For the South Australian loan for £100,000, tenders were received amounting to £611,500. The bonds were allotted at from 8½ to 9½ premium, principally at the lower rate. xyxy=(30,1253,200,1312)
page-number: 3 xyxy=(1087,14,1094,29)
article-paragraph: Mr Thomas Moffatt, the first settler in the Warrego district, is reported to have died in the bush from thirst. xyxy=(561,1111,725,1146)
article-paragraph: In the Legislative Council, the Hon. John Baker's motion of want of confidence was carried without a division, after an attempt to carry the previous question had been negatived by the casting vote of the President. xyxy=(561,1437,725,1507)
dateline: Hobart Town, Jan. 28th. xyxy=(770,552,866,564)
dateline: Adelaide, Jan. 25. xyxy=(608,1225,678,1237)
